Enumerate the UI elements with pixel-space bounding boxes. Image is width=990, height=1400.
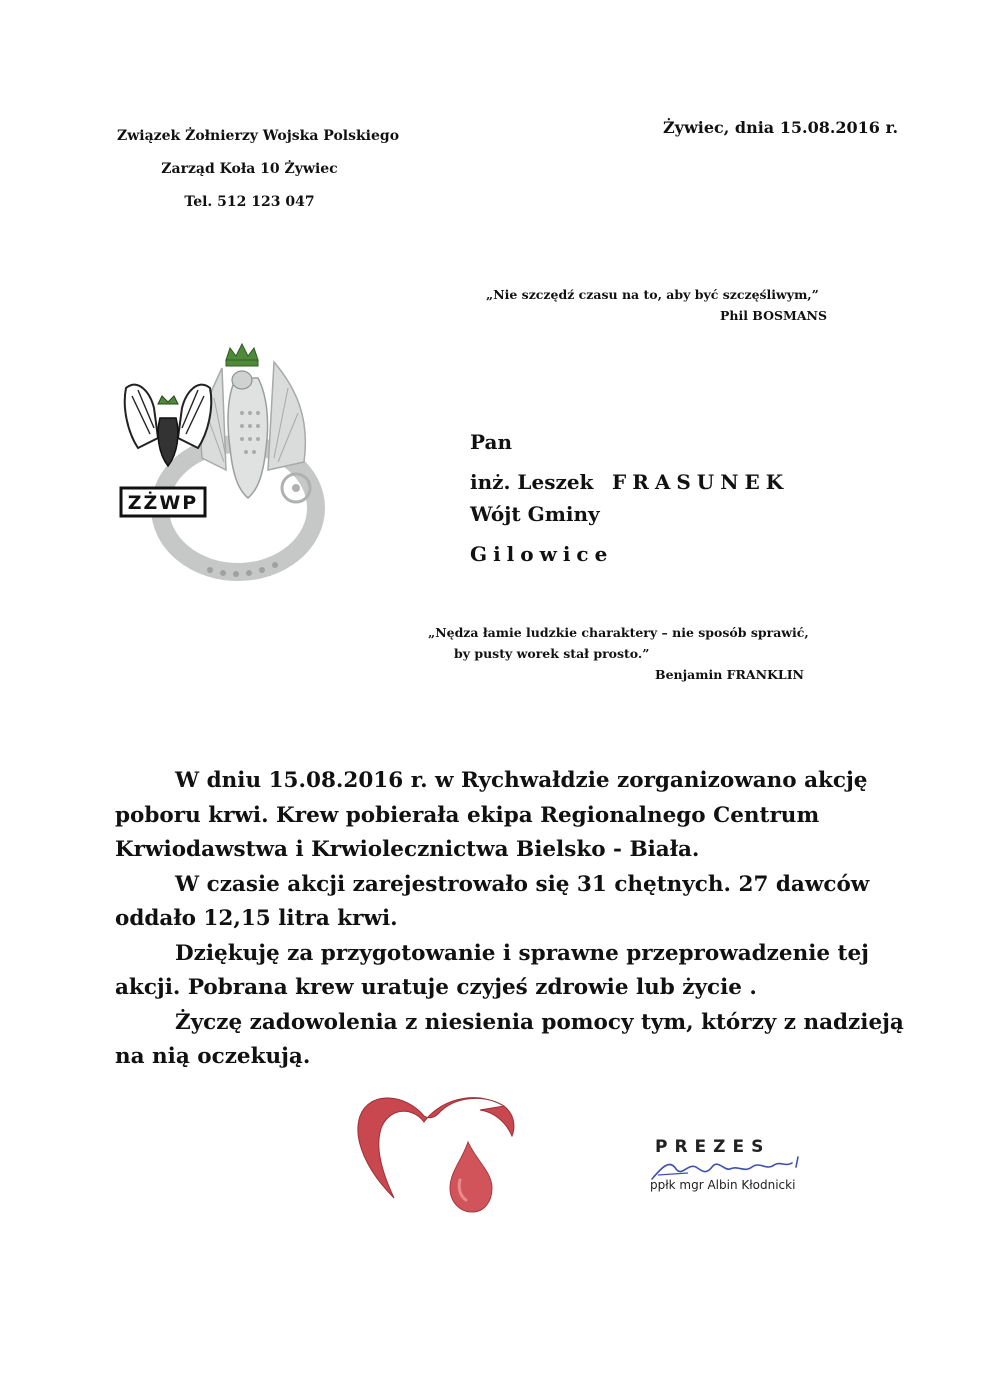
addressee-position: Wójt Gminy [470, 502, 600, 526]
eagle-emblem-icon [118, 338, 328, 588]
quote-author: Phil BOSMANS [719, 308, 827, 323]
sender-block [117, 120, 400, 219]
quote-line: „Nędza łamie ludzkie charaktery – nie sposób sprawić, [428, 625, 809, 640]
body-line: W dniu 15.08.2016 r. w Rychwałdzie zorganizowano akcję [175, 768, 868, 793]
body-line: akcji. Pobrana krew uratuje czyjeś zdrowie lub życie . [115, 975, 757, 1000]
letter-date: Żywiec, dnia 15.08.2016 r. [663, 118, 899, 137]
body-line: oddało 12,15 litra krwi. [115, 906, 398, 931]
quote-franklin [428, 622, 808, 685]
letter-body [115, 764, 904, 1075]
quote-line: by pusty worek stał prosto.” [454, 646, 650, 661]
heart-blood-drop-icon [354, 1088, 516, 1218]
addressee-surname: FRASUNEK [612, 470, 790, 494]
sender-phone: Tel. 512 123 047 [184, 194, 315, 210]
addressee-salutation: Pan [470, 430, 513, 454]
addressee-municipality: Gilowice [470, 542, 614, 566]
sender-unit: Zarząd Koła 10 Żywiec [161, 161, 338, 177]
body-line: na nią oczekują. [115, 1044, 311, 1069]
signature-title: PREZES [655, 1137, 771, 1157]
body-line: Życzę zadowolenia z niesienia pomocy tym, którzy z nadzieją [175, 1009, 904, 1035]
quote-bosmans [486, 284, 831, 326]
body-line: Krwiodawstwa i Krwiolecznictwa Bielsko - Biała. [115, 837, 700, 862]
quote-text: „Nie szczędź czasu na to, aby być szczęśliwym,” [486, 287, 819, 302]
emblem-label: ZŻWP [127, 492, 199, 514]
sender-organization: Związek Żołnierzy Wojska Polskiego [117, 128, 400, 144]
body-line: Dziękuję za przygotowanie i sprawne przeprowadzenie tej [175, 940, 869, 966]
body-line: W czasie akcji zarejestrowało się 31 chętnych. 27 dawców [175, 871, 870, 897]
quote-author: Benjamin FRANKLIN [655, 667, 804, 682]
addressee-name-prefix: inż. Leszek [470, 470, 594, 494]
body-line: poboru krwi. Krew pobierała ekipa Regionalnego Centrum [115, 802, 820, 828]
signer-name: ppłk mgr Albin Kłodnicki [650, 1178, 796, 1192]
